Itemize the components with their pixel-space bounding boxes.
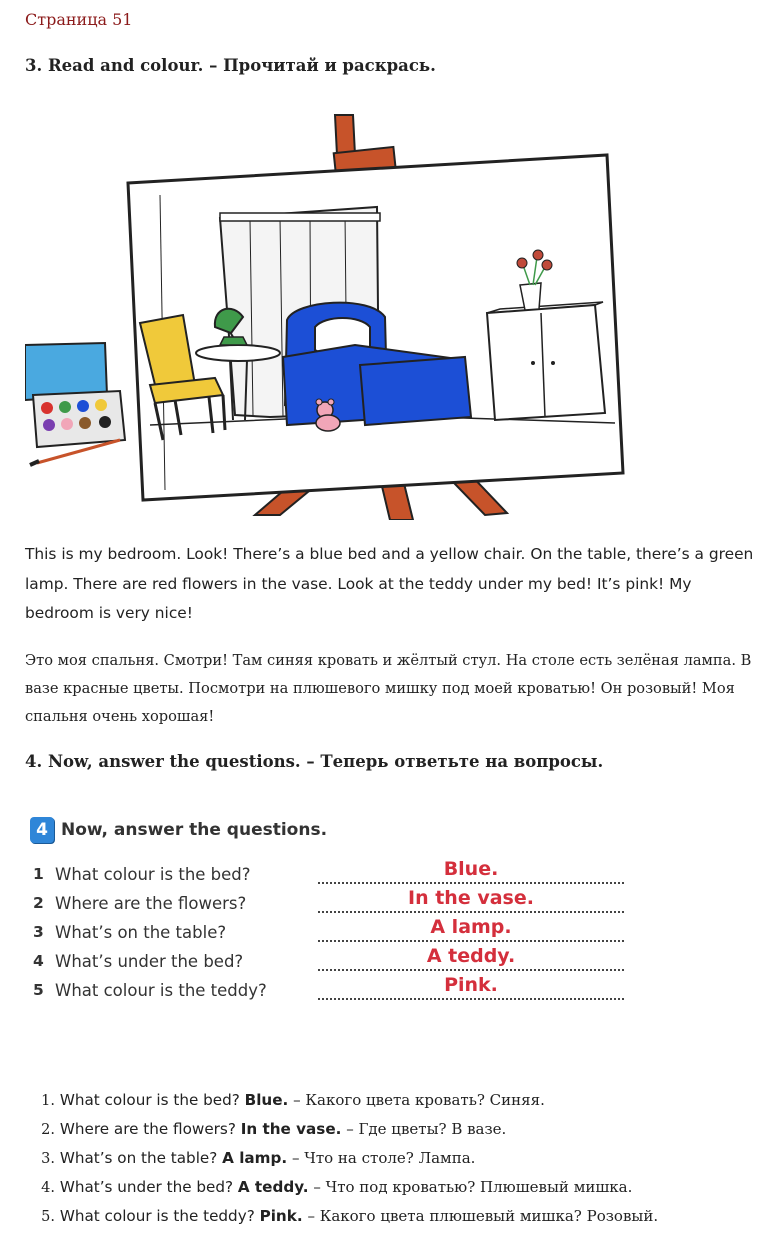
question-text: What colour is the bed? (55, 865, 251, 884)
question-answer: A lamp. (430, 916, 512, 938)
question-text: What colour is the teddy? (55, 981, 267, 1000)
answer-value: A lamp. (222, 1149, 288, 1167)
question-answer: Pink. (444, 974, 498, 996)
list-item (25, 1144, 765, 1173)
list-item (25, 1173, 765, 1202)
question-answer: A teddy. (426, 945, 516, 967)
question-text: Where are the flowers? (55, 894, 247, 913)
answer-line (318, 996, 624, 1000)
question-text: What’s on the table? (55, 923, 227, 942)
answer-number: 5. (41, 1209, 55, 1225)
exercise-number-badge: 4 (30, 817, 54, 843)
answer-translation: – Где цветы? В вазе. (346, 1120, 507, 1138)
answer-translation: – Что на столе? Лампа. (291, 1149, 476, 1167)
answers-list (25, 1086, 765, 1231)
question-number: 4 (33, 952, 44, 970)
question-answer: In the vase. (408, 887, 534, 909)
answer-number: 3. (41, 1151, 55, 1167)
question-number: 2 (33, 894, 44, 912)
page-label: Страница 51 (25, 10, 133, 29)
answer-value: Pink. (259, 1207, 303, 1225)
answer-value: Blue. (244, 1091, 289, 1109)
list-item (25, 1115, 765, 1144)
answer-translation: – Что под кроватью? Плюшевый мишка. (313, 1178, 633, 1196)
question-number: 1 (33, 865, 44, 883)
exercise-title-text: Now, answer the questions. (61, 820, 328, 840)
answer-number: 4. (41, 1180, 55, 1196)
exercise-title (30, 816, 327, 844)
answer-line (318, 938, 624, 942)
answer-line (318, 880, 624, 884)
list-item (25, 1086, 765, 1115)
answer-line (318, 909, 624, 913)
answer-question: What’s under the bed? (59, 1178, 234, 1196)
answer-translation: – Какого цвета плюшевый мишка? Розовый. (307, 1207, 659, 1225)
cupboard-icon (487, 302, 605, 420)
question-row (33, 974, 633, 1007)
task4-heading: 4. Now, answer the questions. – Теперь ответьте на вопросы. (25, 752, 604, 771)
question-answer: Blue. (443, 858, 499, 880)
answer-line (318, 967, 624, 971)
answer-number: 2. (41, 1122, 55, 1138)
task3-heading: 3. Read and colour. – Прочитай и раскрась. (25, 56, 436, 75)
question-number: 5 (33, 981, 44, 999)
paint-box-icon (25, 343, 125, 447)
question-text: What’s under the bed? (55, 952, 244, 971)
answer-question: Where are the flowers? (59, 1120, 236, 1138)
answer-question: What colour is the bed? (59, 1091, 240, 1109)
answer-number: 1. (41, 1093, 55, 1109)
answer-value: In the vase. (240, 1120, 342, 1138)
answer-translation: – Какого цвета кровать? Синяя. (293, 1091, 545, 1109)
list-item (25, 1202, 765, 1231)
question-number: 3 (33, 923, 44, 941)
text-english: This is my bedroom. Look! There’s a blue bed and a yellow chair. On the table, there’s a green lamp. There are red flowers in the vase. Look at the teddy under my bed! It’s pink! My bedroom is very nice! (25, 545, 754, 622)
answer-value: A teddy. (237, 1178, 309, 1196)
answer-question: What’s on the table? (59, 1149, 218, 1167)
bedroom-illustration (25, 95, 635, 520)
text-russian: Это моя спальня. Смотри! Там синяя кровать и жёлтый стул. На столе есть зелёная лампа. В вазе красные цветы. Посмотри на плюшевого мишку под моей кроватью! Он розовый! Моя спальня очень хорошая! (25, 652, 752, 725)
answer-question: What colour is the teddy? (59, 1207, 255, 1225)
